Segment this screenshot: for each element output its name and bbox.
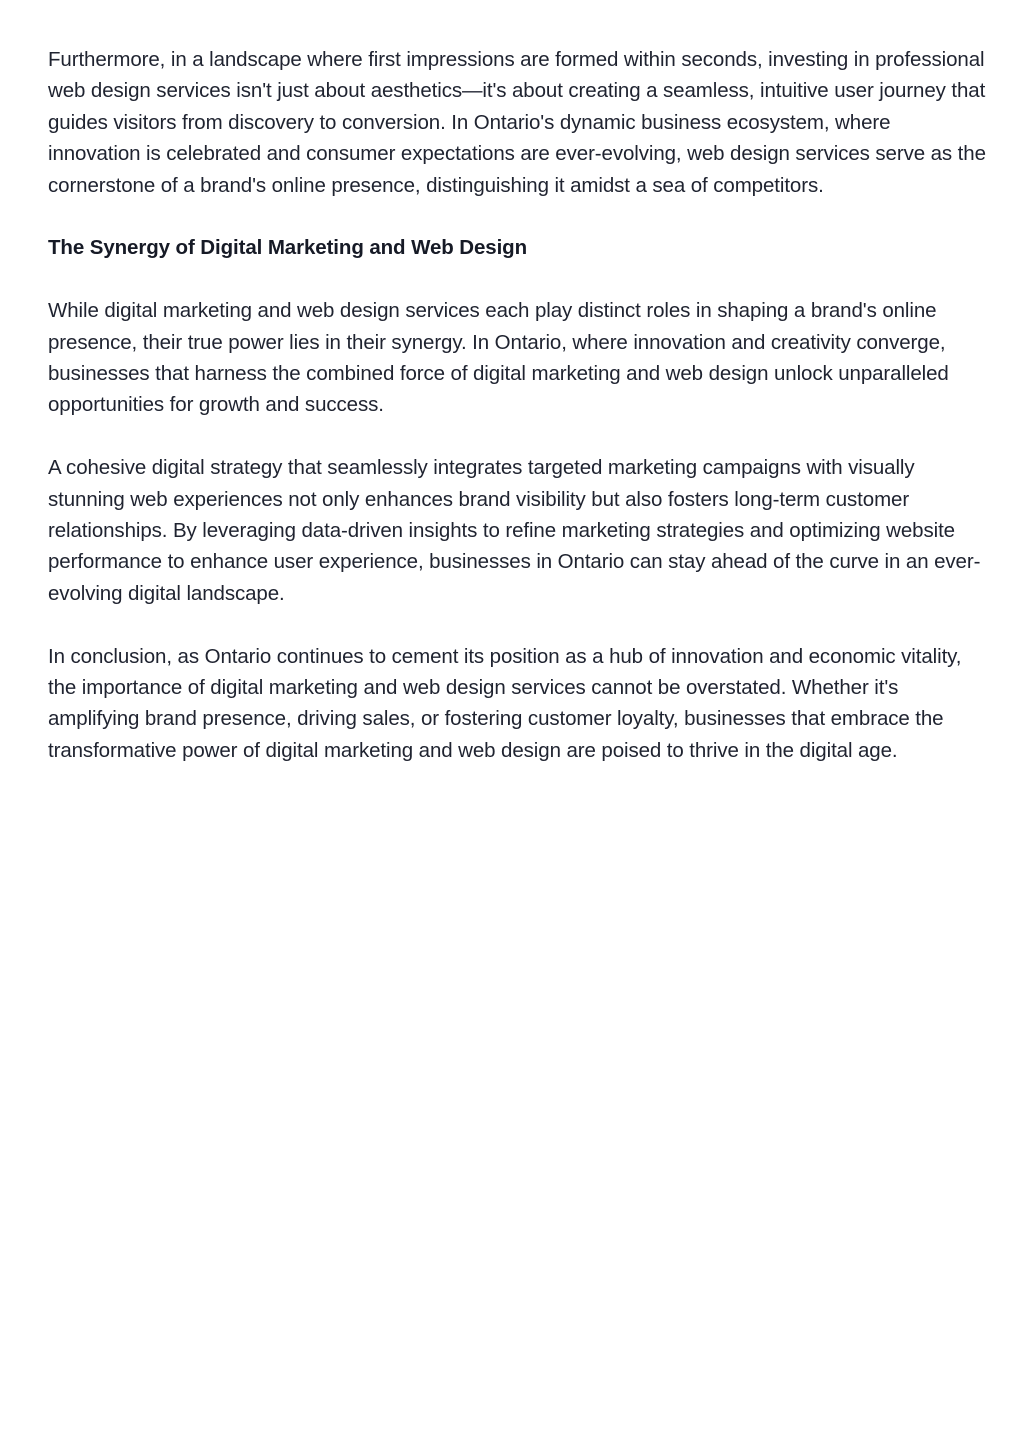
section-heading: The Synergy of Digital Marketing and Web Design — [48, 236, 528, 260]
paragraph-synergy: While digital marketing and web design services each play distinct roles in shaping a brand's online presence, their true power lies in their synergy. In Ontario, where innovation and creativity converge, businesses that harness the combined force of digital marketing and web design unlock unparalleled opportunities for growth and success. — [48, 299, 949, 417]
paragraph-web-design-impressions: Furthermore, in a landscape where first impressions are formed within seconds, investing in professional web design services isn't just about aesthetics—it's about creating a seamless, intuitive user journey that guides visitors from discovery to conversion. In Ontario's dynamic business ecosystem, where innovation is celebrated and consumer expectations are ever-evolving, web design services serve as the cornerstone of a brand's online presence, distinguishing it amidst a sea of competitors. — [48, 48, 986, 197]
paragraph-conclusion: In conclusion, as Ontario continues to cement its position as a hub of innovation and economic vitality, the importance of digital marketing and web design services cannot be overstated. Whether it's amplifying brand presence, driving sales, or fostering customer loyalty, businesses that embrace the transformative power of digital marketing and web design are poised to thrive in the digital age. — [48, 644, 962, 762]
document-body — [48, 44, 988, 798]
paragraph-cohesive-strategy: A cohesive digital strategy that seamlessly integrates targeted marketing campaigns with visually stunning web experiences not only enhances brand visibility but also fosters long-term customer relationships. By leveraging data-driven insights to refine marketing strategies and optimizing website performance to enhance user experience, businesses in Ontario can stay ahead of the curve in an ever-evolving digital landscape. — [48, 456, 981, 605]
